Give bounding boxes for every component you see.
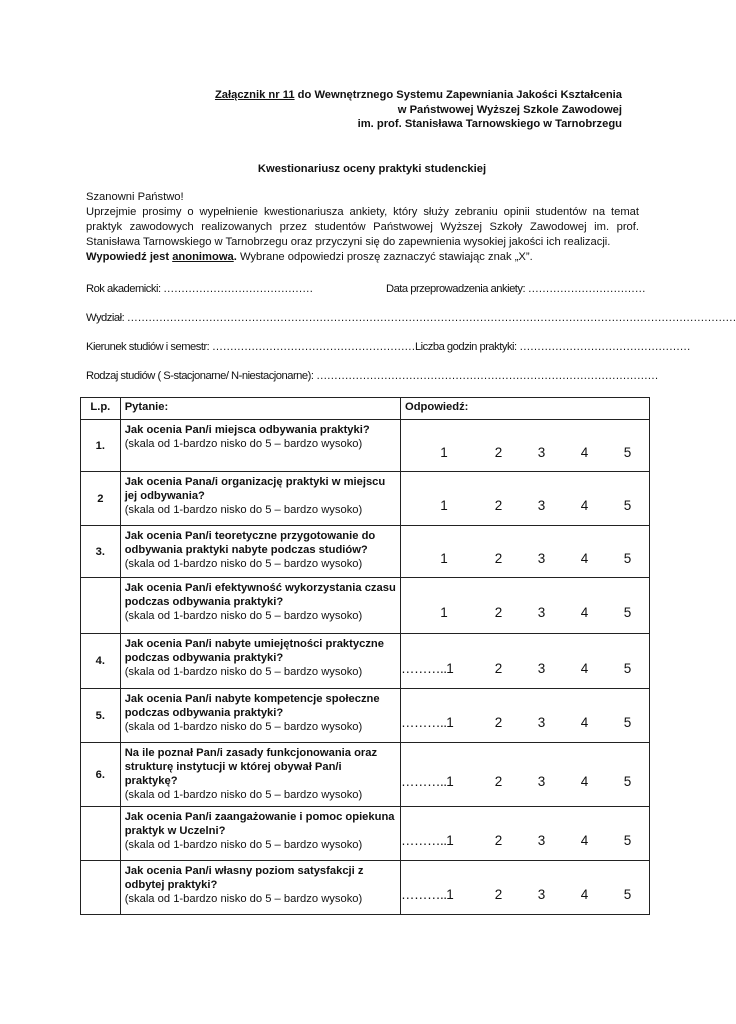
rating-option-4[interactable]: 4 xyxy=(580,833,589,848)
answer-cell xyxy=(401,420,650,472)
question-text: Jak ocenia Pan/i teoretyczne przygotowanie do odbywania praktyki nabyte podczas studiów? xyxy=(124,530,376,556)
scale-note: (skala od 1-bardzo nisko do 5 – bardzo wysoko) xyxy=(124,839,363,851)
table-row xyxy=(81,689,650,743)
rating-scale xyxy=(401,431,649,460)
rating-option-4[interactable]: 4 xyxy=(580,887,589,902)
rating-option-5[interactable]: 5 xyxy=(623,833,632,848)
question-cell xyxy=(120,472,400,526)
rating-option-2[interactable]: 2 xyxy=(494,774,503,789)
rating-option-1[interactable]: 1 xyxy=(446,887,454,902)
question-cell xyxy=(120,526,400,578)
rating-option-1[interactable]: 1 xyxy=(446,715,454,730)
header-question: Pytanie: xyxy=(120,398,400,420)
header-line-1 xyxy=(215,88,622,103)
rating-option-3[interactable]: 3 xyxy=(537,774,546,789)
table-row xyxy=(81,861,650,915)
row-number: 1. xyxy=(81,420,121,472)
question-text: Jak ocenia Pan/i zaangażowanie i pomoc opiekuna praktyk w Uczelni? xyxy=(124,811,395,837)
intro-section xyxy=(86,190,639,265)
rating-option-3[interactable]: 3 xyxy=(537,887,546,902)
rating-prefix-dots: ……….. xyxy=(401,660,447,676)
table-row xyxy=(81,472,650,526)
attachment-header xyxy=(215,88,622,132)
header-lp: L.p. xyxy=(81,398,121,420)
study-type-field[interactable]: Rodzaj studiów ( S-stacjonarne/ N-niestacjonarne): …………………………………………………………………………………… xyxy=(86,370,659,382)
question-cell xyxy=(120,807,400,861)
field-row-year-date xyxy=(86,283,646,295)
anonymity-dot: . xyxy=(233,251,237,263)
scale-note: (skala od 1-bardzo nisko do 5 – bardzo wysoko) xyxy=(124,438,363,450)
rating-option-5[interactable]: 5 xyxy=(623,498,632,513)
intro-anonymity xyxy=(86,250,639,265)
rating-scale xyxy=(401,873,649,902)
header-attachment-number: Załącznik nr 11 xyxy=(214,89,295,101)
answer-cell xyxy=(401,807,650,861)
question-text: Jak ocenia Pan/i miejsca odbywania praktyki? xyxy=(124,424,370,436)
answer-cell xyxy=(401,689,650,743)
question-text: Jak ocenia Pan/i nabyte umiejętności praktyczne podczas odbywania praktyki? xyxy=(124,638,384,664)
rating-option-4[interactable]: 4 xyxy=(580,774,589,789)
question-text: Na ile poznał Pan/i zasady funkcjonowania oraz strukturę instytucji w której obywał Pan/i praktykę? xyxy=(124,747,378,787)
rating-option-2[interactable]: 2 xyxy=(494,498,503,513)
field-semester-hours-field[interactable]: Kierunek studiów i semestr: …………………………………………………Liczba godzin praktyki: ………………………………………… xyxy=(86,341,691,353)
rating-option-5[interactable]: 5 xyxy=(623,605,632,620)
marking-instruction: Wybrane odpowiedzi proszę zaznaczyć stawiając znak „X”. xyxy=(236,251,533,263)
anonymity-label: Wypowiedź jest xyxy=(86,251,173,263)
rating-option-2[interactable]: 2 xyxy=(494,887,503,902)
field-row-field-semester xyxy=(86,341,691,353)
table-header-row xyxy=(81,398,650,420)
scale-note: (skala od 1-bardzo nisko do 5 – bardzo wysoko) xyxy=(124,610,363,622)
answer-cell xyxy=(401,578,650,634)
table-row xyxy=(81,807,650,861)
table-row xyxy=(81,526,650,578)
field-row-faculty xyxy=(86,312,736,324)
rating-option-5[interactable]: 5 xyxy=(623,551,632,566)
scale-note: (skala od 1-bardzo nisko do 5 – bardzo wysoko) xyxy=(124,721,363,733)
rating-option-4[interactable]: 4 xyxy=(580,715,589,730)
rating-prefix-dots: ……….. xyxy=(401,774,447,789)
rating-option-3[interactable]: 3 xyxy=(537,498,546,513)
rating-option-4[interactable]: 4 xyxy=(580,605,589,620)
header-answer: Odpowiedź: xyxy=(401,398,650,420)
answer-cell xyxy=(401,472,650,526)
rating-prefix-dots: ……….. xyxy=(401,887,447,902)
field-row-study-type xyxy=(86,370,659,382)
rating-option-4[interactable]: 4 xyxy=(580,551,589,566)
faculty-field[interactable]: Wydział: ……………………………………………………………………………………………………………………………………………………… xyxy=(86,312,736,324)
scale-note: (skala od 1-bardzo nisko do 5 – bardzo wysoko) xyxy=(124,558,363,570)
intro-greeting: Szanowni Państwo! xyxy=(86,191,184,203)
rating-option-5[interactable]: 5 xyxy=(623,715,632,730)
header-line-3: im. prof. Stanisława Tarnowskiego w Tarnobrzegu xyxy=(357,118,622,131)
rating-option-2[interactable]: 2 xyxy=(494,660,503,676)
rating-option-2[interactable]: 2 xyxy=(494,551,503,566)
questions-table xyxy=(80,397,650,915)
rating-scale xyxy=(401,701,649,730)
rating-option-5[interactable]: 5 xyxy=(623,660,632,676)
question-text: Jak ocenia Pan/i własny poziom satysfakcji z odbytej praktyki? xyxy=(124,865,364,891)
rating-option-3[interactable]: 3 xyxy=(537,445,546,460)
survey-date-field[interactable]: Data przeprowadzenia ankiety: …………………………… xyxy=(386,283,646,295)
rating-option-1[interactable]: 1 xyxy=(446,833,454,848)
rating-option-2[interactable]: 2 xyxy=(494,605,503,620)
rating-prefix-dots: ……….. xyxy=(401,833,447,848)
rating-scale xyxy=(401,537,649,566)
rating-option-5[interactable]: 5 xyxy=(623,887,632,902)
row-number xyxy=(81,578,121,634)
question-cell xyxy=(120,743,400,807)
rating-option-2[interactable]: 2 xyxy=(494,445,503,460)
anonymity-word: anonimowa xyxy=(172,251,234,263)
row-number: 4. xyxy=(81,634,121,689)
header-line-1-rest: do Wewnętrznego Systemu Zapewniania Jakości Kształcenia xyxy=(294,89,622,101)
rating-option-1[interactable]: 1 xyxy=(440,498,448,513)
rating-option-3[interactable]: 3 xyxy=(537,605,546,620)
rating-option-4[interactable]: 4 xyxy=(580,445,589,460)
question-cell xyxy=(120,634,400,689)
rating-option-5[interactable]: 5 xyxy=(623,774,632,789)
rating-option-1[interactable]: 1 xyxy=(446,660,454,676)
scale-note: (skala od 1-bardzo nisko do 5 – bardzo wysoko) xyxy=(124,789,363,801)
answer-cell xyxy=(401,861,650,915)
rating-option-4[interactable]: 4 xyxy=(580,498,589,513)
rating-option-3[interactable]: 3 xyxy=(537,715,546,730)
rating-scale xyxy=(401,647,649,676)
row-number: 6. xyxy=(81,743,121,807)
header-line-2: w Państwowej Wyższej Szkole Zawodowej xyxy=(397,103,622,116)
rating-option-2[interactable]: 2 xyxy=(494,833,503,848)
questions-body xyxy=(81,420,650,915)
rating-option-3[interactable]: 3 xyxy=(537,551,546,566)
scale-note: (skala od 1-bardzo nisko do 5 – bardzo wysoko) xyxy=(124,893,363,905)
rating-scale xyxy=(401,760,649,789)
answer-cell xyxy=(401,743,650,807)
rating-option-3[interactable]: 3 xyxy=(537,833,546,848)
row-number: 5. xyxy=(81,689,121,743)
row-number xyxy=(81,807,121,861)
document-title: Kwestionariusz oceny praktyki studenckiej xyxy=(257,163,487,175)
rating-scale xyxy=(401,484,649,513)
table-row xyxy=(81,743,650,807)
rating-option-1[interactable]: 1 xyxy=(440,445,448,460)
rating-prefix-dots: ……….. xyxy=(401,715,447,730)
scale-note: (skala od 1-bardzo nisko do 5 – bardzo wysoko) xyxy=(124,666,363,678)
rating-option-5[interactable]: 5 xyxy=(623,445,632,460)
question-cell xyxy=(120,578,400,634)
answer-cell xyxy=(401,634,650,689)
question-text: Jak ocenia Pan/i efektywność wykorzystania czasu podczas odbywania praktyki? xyxy=(124,582,396,608)
scale-note: (skala od 1-bardzo nisko do 5 – bardzo wysoko) xyxy=(124,504,363,516)
table-row xyxy=(81,634,650,689)
rating-scale xyxy=(401,591,649,620)
academic-year-field[interactable]: Rok akademicki: …………………………………… xyxy=(86,283,313,295)
question-text: Jak ocenia Pan/i nabyte kompetencje społeczne podczas odbywania praktyki? xyxy=(124,693,380,719)
rating-option-2[interactable]: 2 xyxy=(494,715,503,730)
rating-option-4[interactable]: 4 xyxy=(580,660,589,676)
row-number xyxy=(81,861,121,915)
question-cell xyxy=(120,689,400,743)
row-number: 2 xyxy=(81,472,121,526)
question-text: Jak ocenia Pana/i organizację praktyki w miejscu jej odbywania? xyxy=(124,476,386,502)
intro-body: Uprzejmie prosimy o wypełnienie kwestionariusza ankiety, który służy zebraniu opinii studentów na temat praktyk zawodowych realizowanych przez studentów Państwowej Wyższej Szkoły Zawodowej im. prof. Stanisława Tarnowskiego w Tarnobrzegu oraz przyczyni się do zapewnienia wysokiej jakości ich realizacji. xyxy=(86,206,639,248)
rating-option-3[interactable]: 3 xyxy=(537,660,546,676)
rating-scale xyxy=(401,819,649,848)
table-row xyxy=(81,420,650,472)
rating-option-1[interactable]: 1 xyxy=(440,605,448,620)
rating-option-1[interactable]: 1 xyxy=(446,774,454,789)
row-number: 3. xyxy=(81,526,121,578)
rating-option-1[interactable]: 1 xyxy=(440,551,448,566)
answer-cell xyxy=(401,526,650,578)
question-cell xyxy=(120,861,400,915)
table-row xyxy=(81,578,650,634)
question-cell xyxy=(120,420,400,472)
